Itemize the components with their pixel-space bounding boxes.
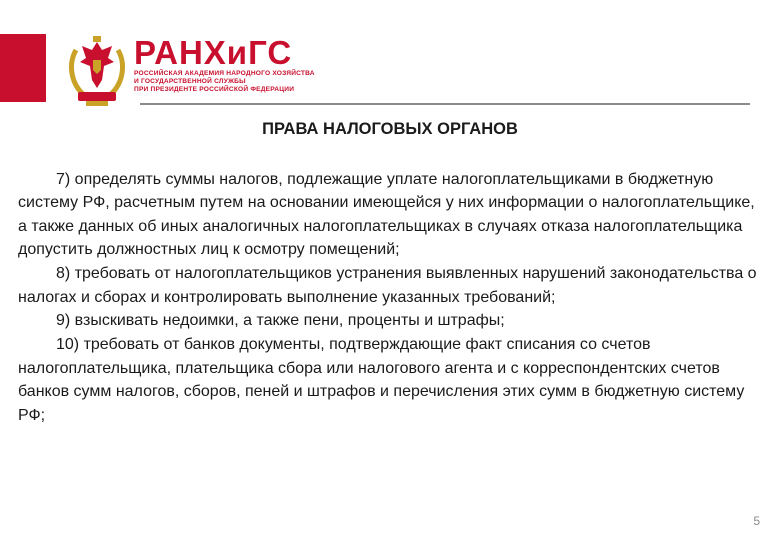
page-number: 5: [753, 514, 760, 528]
slide-title: ПРАВА НАЛОГОВЫХ ОРГАНОВ: [262, 120, 518, 138]
logo-subtitle-line: И ГОСУДАРСТВЕННОЙ СЛУЖБЫ: [134, 78, 246, 85]
logo-title: РАНХиГС: [134, 34, 293, 71]
logo-block: [134, 36, 315, 94]
list-item: 7) определять суммы налогов, подлежащие уплате налогоплательщиками в бюджетную систему РФ, расчетным путем на основании имеющейся у них информации о налогоплательщике, а также данных об иных аналогичных налогоплательщиках в случаях отказа налогоплательщика допустить должностных лиц к осмотру помещений;: [18, 171, 755, 259]
academy-emblem-icon: [66, 32, 128, 108]
list-item: 9) взыскивать недоимки, а также пени, проценты и штрафы;: [56, 312, 505, 330]
slide-content: [18, 168, 766, 427]
accent-red-bar: [0, 34, 46, 102]
header-divider: [140, 103, 750, 105]
logo-subtitle-line: ПРИ ПРЕЗИДЕНТЕ РОССИЙСКОЙ ФЕДЕРАЦИИ: [134, 86, 295, 93]
list-item: 10) требовать от банков документы, подтверждающие факт списания со счетов налогоплательщика, плательщика сбора или налогового агента и с корреспондентских счетов банков сумм налогов, сборов, пеней и штрафов и перечисления этих сумм в бюджетную систему РФ;: [18, 336, 745, 424]
logo-subtitle-line: РОССИЙСКАЯ АКАДЕМИЯ НАРОДНОГО ХОЗЯЙСТВА: [134, 70, 315, 77]
list-item: 8) требовать от налогоплательщиков устранения выявленных нарушений законодательства о налогах и сборах и контролировать выполнение указанных требований;: [18, 265, 757, 306]
